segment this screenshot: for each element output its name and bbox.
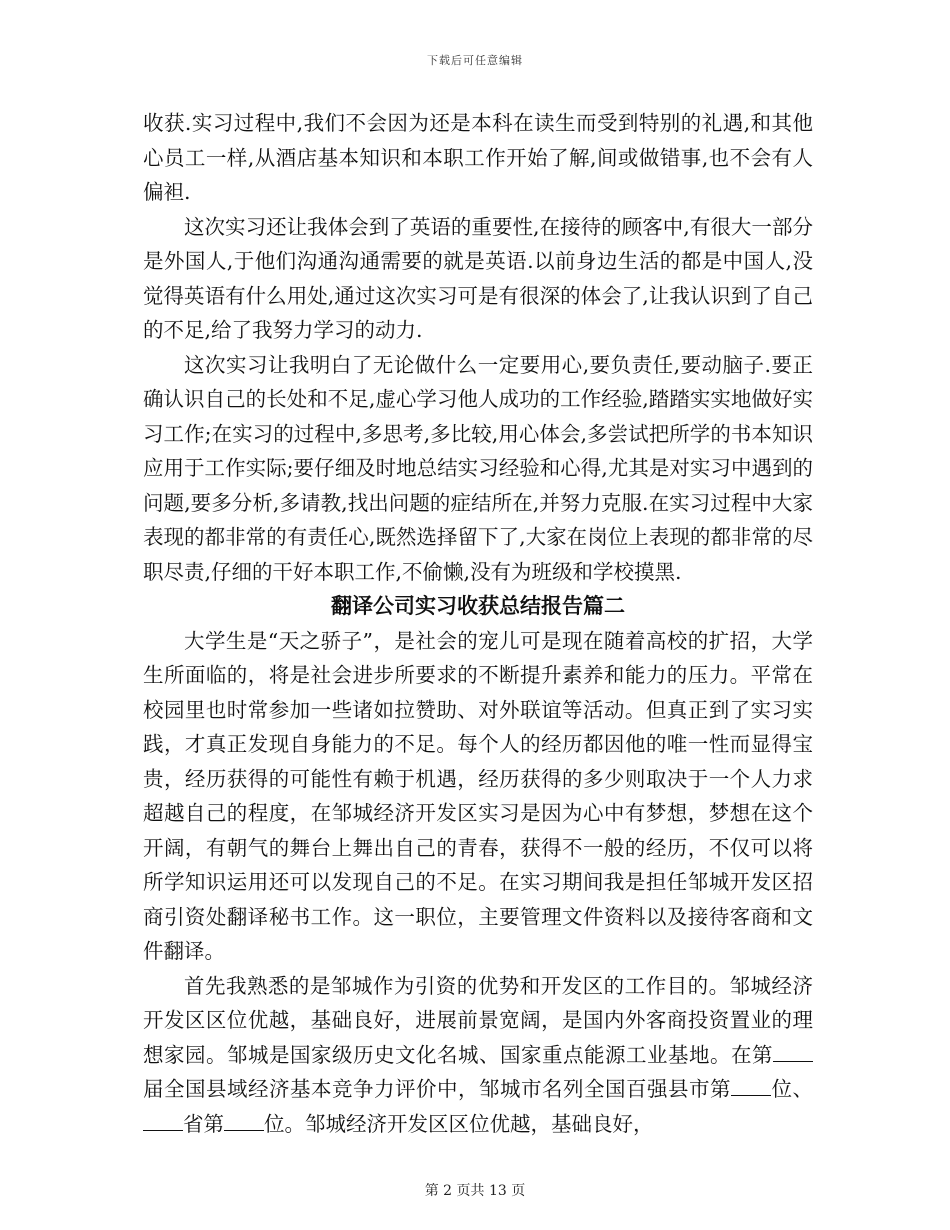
page-footer: 第 2 页共 13 页	[424, 1183, 526, 1199]
blank-underline	[224, 1112, 264, 1131]
paragraph-3: 这次实习让我明白了无论做什么一定要用心,要负责任,要动脑子.要正确认识自己的长处和不足,虚心学习他人成功的工作经验,踏踏实实地做好实习工作;在实习的过程中,多思考,多比较,用心体会,多尝试把所学的书本知识应用于工作实际;要仔细及时地总结实习经验和心得,尤其是对实习中遇到的问题,要多分析,多请教,找出问题的症结所在,并努力克服.在实习过程中大家表现的都非常的有责任心,既然选择留下了,大家在岗位上表现的都非常的尽职尽责,仔细的干好本职工作,不偷懒,没有为班级和学校摸黑.	[143, 352, 813, 584]
section-title: 翻译公司实习收获总结报告篇二	[331, 593, 625, 618]
paragraph-5-part2: 届全国县域经济基本竞争力评价中，邹城市名列全国百强县市第	[143, 1077, 731, 1101]
paragraph-5	[143, 969, 813, 1142]
blank-underline	[773, 1043, 813, 1062]
paragraph-4: 大学生是“天之骄子”，是社会的宠儿可是现在随着高校的扩招，大学生所面临的，将是社会进步所要求的不断提升素养和能力的压力。平常在校园里也时常参加一些诸如拉赞助、对外联谊等活动。但真正到了实习实践，才真正发现自身能力的不足。每个人的经历都因他的唯一性而显得宝贵，经历获得的可能性有赖于机遇，经历获得的多少则取决于一个人力求超越自己的程度，在邹城经济开发区实习是因为心中有梦想，梦想在这个开阔，有朝气的舞台上舞出自己的青春，获得不一般的经历，不仅可以将所学知识运用还可以发现自己的不足。在实习期间我是担任邹城开发区招商引资处翻译秘书工作。这一职位，主要管理文件资料以及接待客商和文件翻译。	[143, 628, 813, 963]
paragraph-2: 这次实习还让我体会到了英语的重要性,在接待的顾客中,有很大一部分是外国人,于他们沟通沟通需要的就是英语.以前身边生活的都是中国人,没觉得英语有什么用处,通过这次实习可是有很深的体会了,让我认识到了自己的不足,给了我努力学习的动力.	[143, 214, 813, 342]
paragraph-5-part1: 首先我熟悉的是邹城作为引资的优势和开发区的工作目的。邹城经济开发区区位优越，基础良好，进展前景宽阔，是国内外客商投资置业的理想家园。邹城是国家级历史文化名城、国家重点能源工业基地。在第	[143, 973, 813, 1067]
paragraph-5-part4: 省第	[183, 1111, 224, 1136]
page-header: 下载后可任意编辑	[427, 54, 523, 67]
paragraph-1: 收获.实习过程中,我们不会因为还是本科在读生而受到特别的礼遇,和其他心员工一样,从酒店基本知识和本职工作开始了解,间或做错事,也不会有人偏袒.	[143, 111, 813, 204]
paragraph-5-part3: 位、	[771, 1077, 813, 1101]
paragraph-5-part5: 位。邹城经济开发区区位优越，基础良好，	[264, 1111, 654, 1136]
document-body	[143, 106, 813, 1141]
blank-underline	[731, 1077, 771, 1096]
blank-underline	[143, 1112, 183, 1131]
